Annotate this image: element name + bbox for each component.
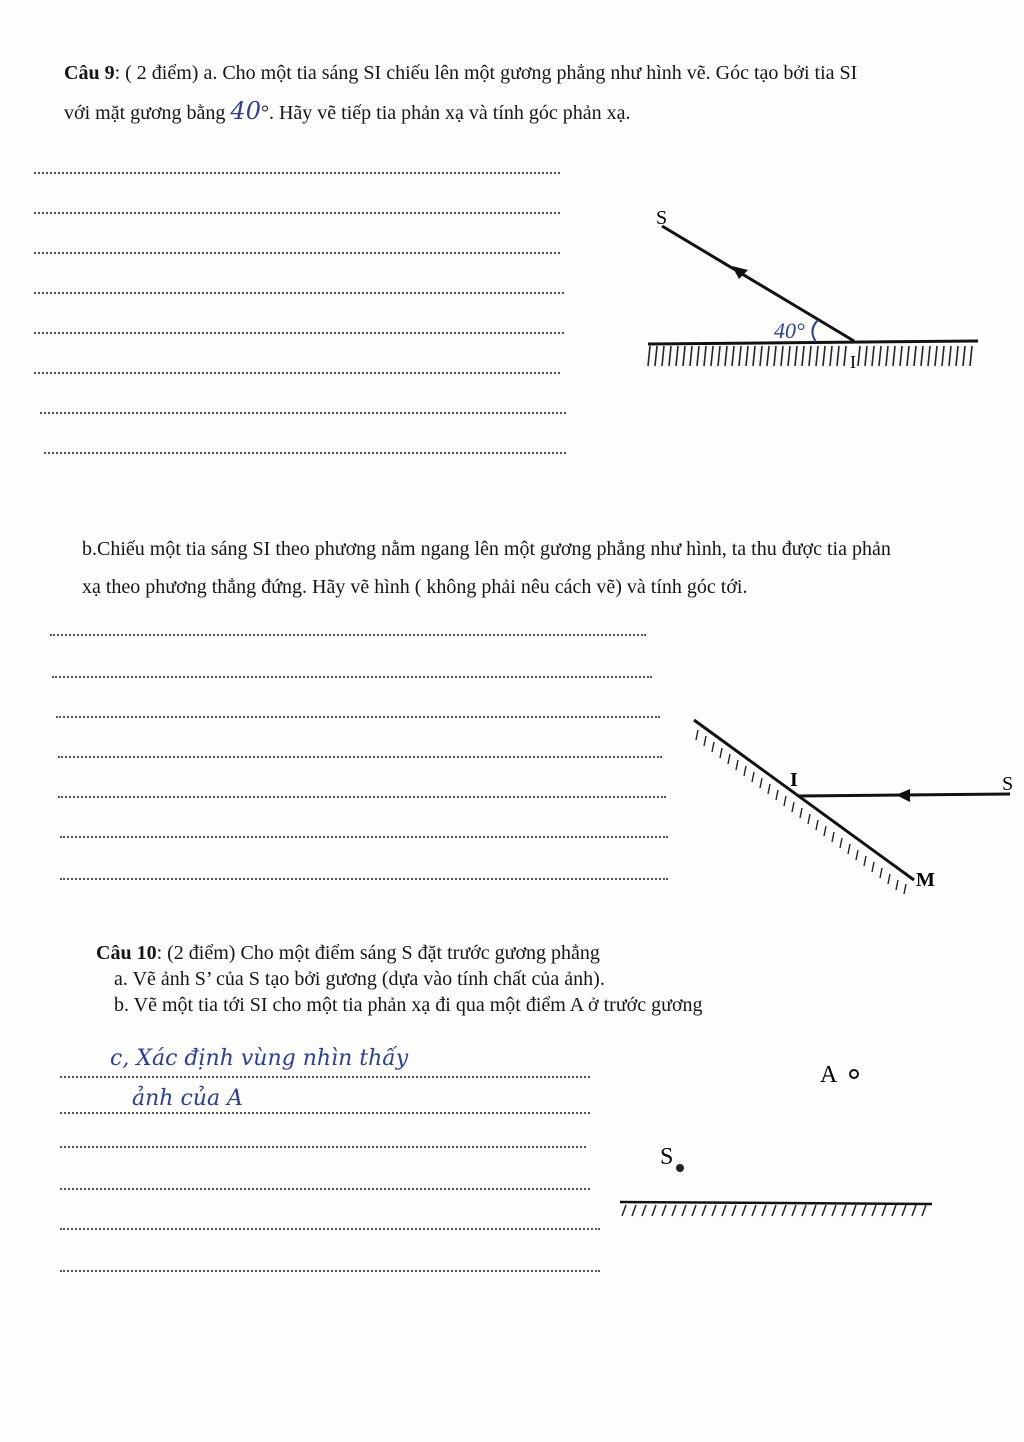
- label-i: I: [850, 352, 856, 372]
- mirror-hatching: [696, 730, 906, 894]
- q9-intro: [64, 60, 857, 86]
- figure-mirror-incident-ray: [640, 200, 990, 380]
- handwritten-answer-2: ảnh của A: [132, 1086, 243, 1111]
- mirror-surface: [648, 341, 978, 344]
- mirror-hatching: [622, 1205, 926, 1216]
- answer-line: [44, 452, 566, 454]
- angle-label: 40°: [774, 318, 805, 343]
- answer-line: [60, 1146, 586, 1148]
- label-a: A: [820, 1062, 838, 1088]
- answer-line: [34, 372, 560, 374]
- label-i: I: [790, 769, 798, 791]
- answer-line: [58, 796, 666, 798]
- q9-a-line2-post: °. Hãy vẽ tiếp tia phản xạ và tính góc phản xạ.: [260, 102, 631, 124]
- label-s: S: [656, 207, 668, 229]
- mirror-hatching: [648, 346, 972, 366]
- point-s-icon: [676, 1164, 684, 1172]
- mirror-surface: [620, 1202, 932, 1204]
- figure-inclined-mirror: [688, 716, 1018, 896]
- q10-intro: [96, 940, 600, 966]
- inclined-mirror: [694, 720, 914, 880]
- q9-b-line1: b.Chiếu một tia sáng SI theo phương nằm ngang lên một gương phẳng như hình, ta thu được tia phản: [82, 538, 891, 560]
- q10-intro-text: : (2 điểm) Cho một điểm sáng S đặt trước gương phẳng: [156, 942, 600, 964]
- q10-title: Câu 10: [96, 942, 157, 964]
- figure-point-source-mirror: [610, 1050, 950, 1230]
- answer-line: [60, 1112, 590, 1114]
- answer-line: [58, 756, 662, 758]
- answer-line: [60, 878, 668, 880]
- handwritten-answer-1: c, Xác định vùng nhìn thấy: [110, 1046, 409, 1071]
- answer-line: [60, 836, 668, 838]
- q9-a-text: : ( 2 điểm) a. Cho một tia sáng SI chiếu lên một gương phẳng như hình vẽ. Góc tạo bởi tia SI: [114, 62, 858, 84]
- answer-line: [34, 292, 564, 294]
- label-s: S: [660, 1144, 674, 1170]
- q9-a-angle-handwritten: 40: [230, 97, 261, 125]
- answer-line: [56, 716, 660, 718]
- label-m: M: [916, 869, 935, 891]
- point-a-icon: [850, 1070, 858, 1078]
- q9-a-line2-pre: với mặt gương bằng: [64, 102, 231, 124]
- answer-line: [60, 1228, 600, 1230]
- answer-line: [52, 676, 652, 678]
- label-s: S: [1002, 773, 1014, 795]
- ray-arrow-icon: [896, 789, 910, 802]
- q9-a-line2: [64, 98, 631, 126]
- q9-title: Câu 9: [64, 62, 115, 84]
- q9-b-line2: xạ theo phương thẳng đứng. Hãy vẽ hình ( không phải nêu cách vẽ) và tính góc tới.: [82, 576, 748, 598]
- answer-line: [50, 634, 646, 636]
- incident-ray-si: [662, 226, 854, 341]
- answer-line: [40, 412, 566, 414]
- answer-line: [34, 212, 560, 214]
- q10-b: b. Vẽ một tia tới SI cho một tia phản xạ đi qua một điểm A ở trước gương: [114, 994, 703, 1016]
- answer-line: [60, 1076, 590, 1078]
- angle-arc: [812, 320, 818, 342]
- answer-line: [34, 332, 564, 334]
- answer-line: [60, 1188, 590, 1190]
- answer-line: [34, 172, 560, 174]
- q10-a: a. Vẽ ảnh S’ của S tạo bởi gương (dựa vào tính chất của ảnh).: [114, 968, 605, 990]
- answer-line: [34, 252, 560, 254]
- answer-line: [60, 1270, 600, 1272]
